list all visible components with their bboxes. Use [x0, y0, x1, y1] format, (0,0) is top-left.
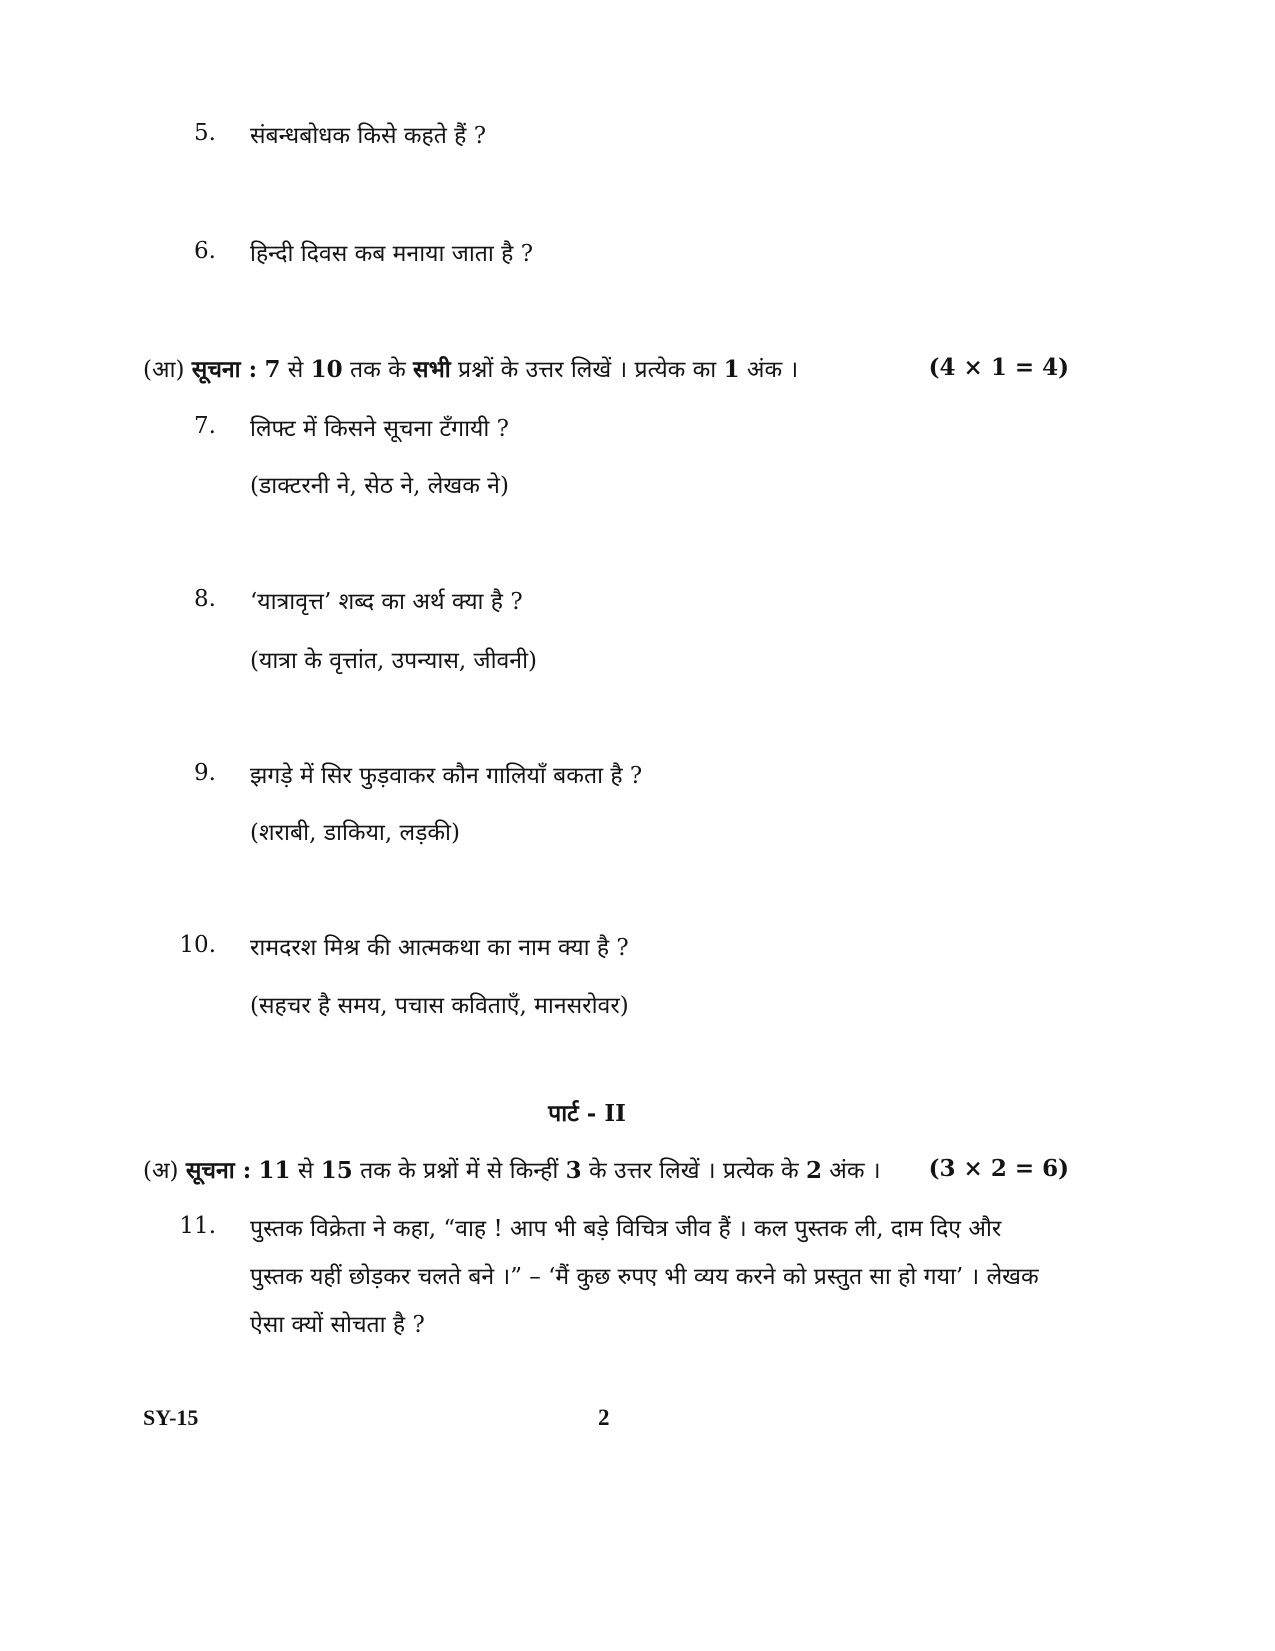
- question-number: 11.: [179, 1213, 216, 1239]
- question-number: 5.: [194, 120, 216, 146]
- range-start: 7: [264, 356, 281, 383]
- question-number: 7.: [194, 413, 216, 439]
- section-text: अंक ।: [746, 357, 799, 383]
- question-text: संबन्धबोधक किसे कहते हैं ?: [250, 123, 487, 149]
- section-text: अंक ।: [829, 1158, 881, 1184]
- section-label: सूचना :: [191, 356, 258, 383]
- question-text: ‘यात्रावृत्त’ शब्द का अर्थ क्या है ?: [250, 589, 523, 615]
- range-start: 11: [258, 1157, 291, 1184]
- question-text: हिन्दी दिवस कब मनाया जाता है ?: [250, 241, 534, 267]
- section-heading: [143, 1153, 881, 1185]
- section-text: तक के: [349, 357, 406, 383]
- section-text: तक के प्रश्नों में से किन्हीं: [360, 1158, 559, 1184]
- question-options: (डाक्टरनी ने, सेठ ने, लेखक ने): [250, 473, 509, 499]
- question-options: (शराबी, डाकिया, लड़की): [250, 820, 460, 846]
- section-text: से: [297, 1158, 314, 1184]
- answer-count: 3: [565, 1157, 582, 1184]
- question-options: (यात्रा के वृत्तांत, उपन्यास, जीवनी): [250, 648, 538, 674]
- section-heading: [143, 352, 798, 384]
- section-text: से: [287, 357, 304, 383]
- question-number: 6.: [194, 238, 216, 264]
- question-number: 10.: [179, 932, 216, 958]
- question-number: 9.: [194, 760, 216, 786]
- page-number: 2: [598, 1405, 610, 1430]
- question-number: 8.: [194, 586, 216, 612]
- section-label: सूचना :: [185, 1157, 252, 1184]
- question-text-line: पुस्तक यहीं छोड़कर चलते बने ।” – ‘मैं कुछ रुपए भी व्यय करने को प्रस्तुत सा हो गया’ । लेखक: [250, 1264, 1039, 1290]
- question-text-line: पुस्तक विक्रेता ने कहा, “वाह ! आप भी बड़े विचित्र जीव हैं । कल पुस्तक ली, दाम दिए और: [250, 1216, 1002, 1242]
- section-prefix: (आ): [143, 357, 185, 383]
- part-title: पार्ट - II: [548, 1100, 626, 1127]
- section-text: के उत्तर लिखें । प्रत्येक के: [588, 1158, 799, 1184]
- mark-each: 2: [805, 1157, 822, 1184]
- section-text: प्रश्नों के उत्तर लिखें । प्रत्येक का: [458, 357, 717, 383]
- question-text: रामदरश मिश्र की आत्मकथा का नाम क्या है ?: [250, 935, 629, 961]
- question-text: लिफ्ट में किसने सूचना टँगायी ?: [250, 416, 509, 442]
- mark-each: 1: [723, 356, 740, 383]
- section-marks: (4 × 1 = 4): [928, 354, 1069, 381]
- question-text: झगड़े में सिर फुड़वाकर कौन गालियाँ बकता है ?: [250, 763, 643, 789]
- range-end: 10: [310, 356, 343, 383]
- section-prefix: (अ): [143, 1158, 179, 1184]
- paper-code: SY-15: [143, 1405, 199, 1430]
- range-end: 15: [320, 1157, 353, 1184]
- section-marks: (3 × 2 = 6): [928, 1155, 1069, 1182]
- all-word: सभी: [413, 356, 451, 383]
- question-options: (सहचर है समय, पचास कविताएँ, मानसरोवर): [250, 993, 629, 1019]
- question-text-line: ऐसा क्यों सोचता है ?: [250, 1312, 425, 1338]
